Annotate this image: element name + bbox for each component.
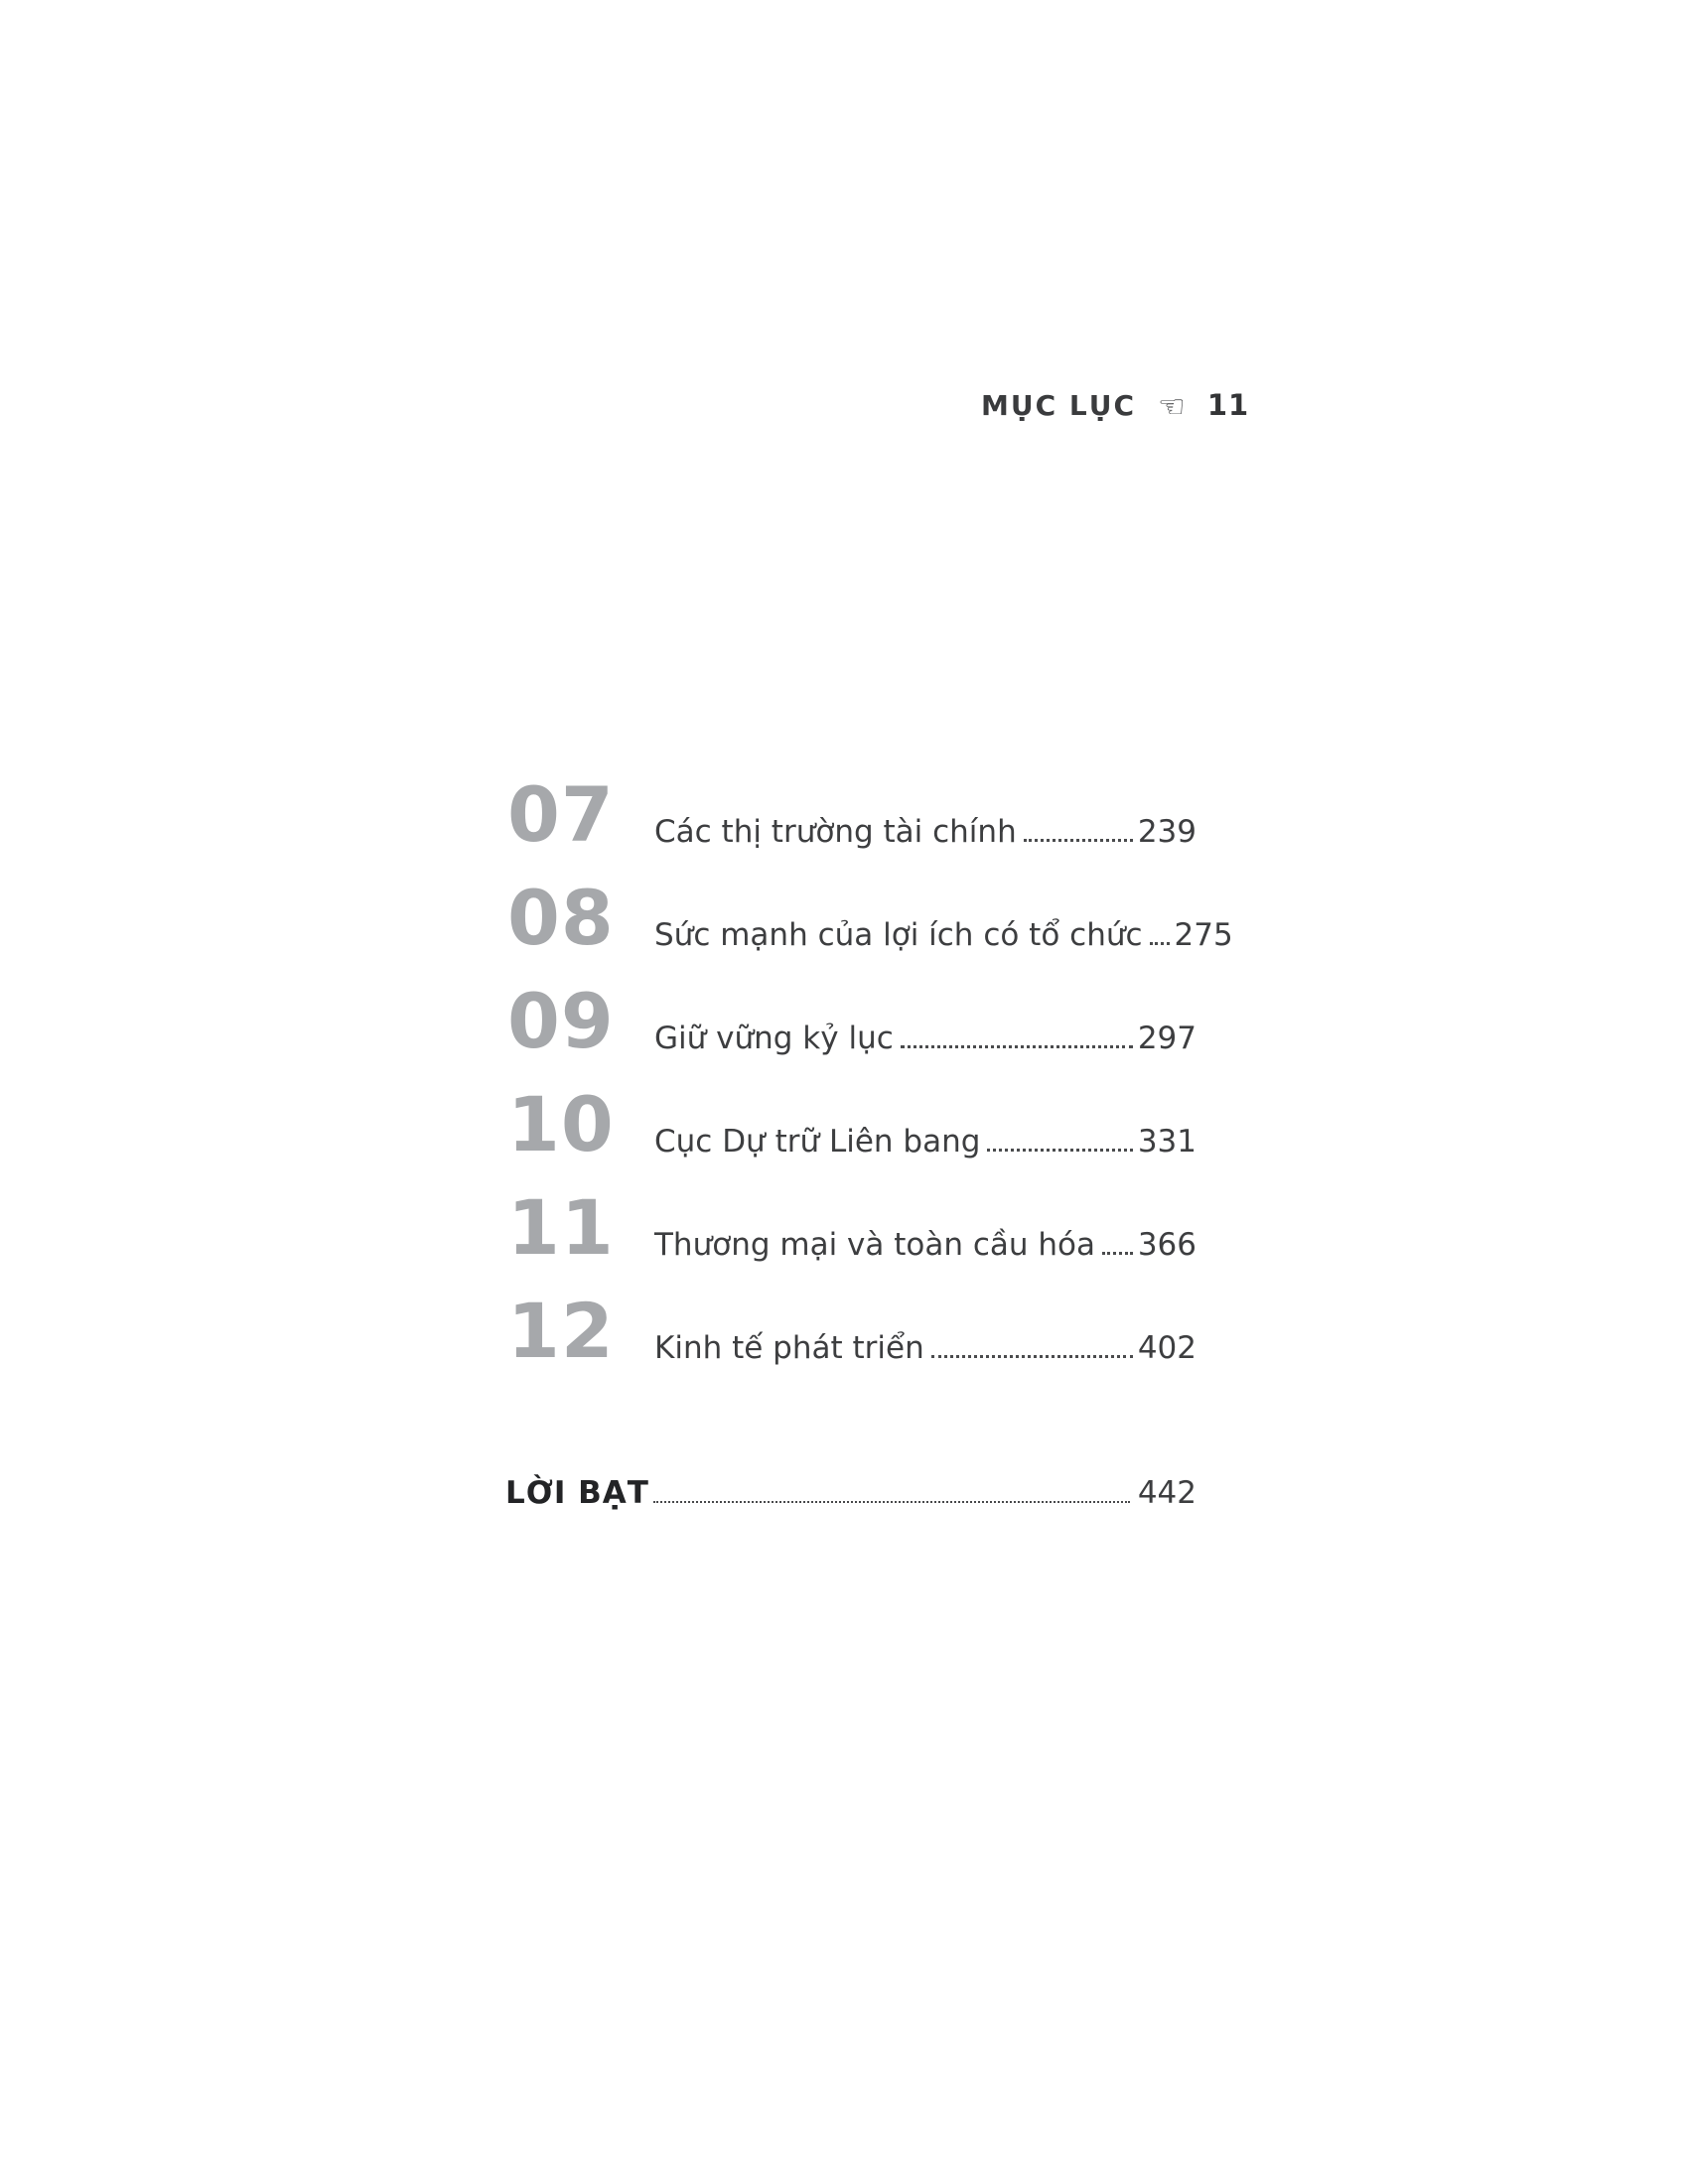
toc-list [507, 770, 1233, 1400]
chapter-number: 10 [507, 1080, 615, 1168]
chapter-number: 12 [507, 1287, 615, 1375]
chapter-number: 07 [507, 770, 615, 859]
running-header [981, 387, 1249, 423]
dot-leader [987, 1149, 1132, 1152]
afterword-entry [505, 1475, 1196, 1511]
toc-entry-line [654, 1124, 1196, 1160]
dot-leader [931, 1355, 1133, 1358]
header-title: MỤC LỤC [981, 389, 1137, 422]
dot-leader [1102, 1252, 1133, 1255]
chapter-number: 09 [507, 977, 615, 1065]
toc-entry-line [654, 1330, 1196, 1366]
header-page-number: 11 [1206, 388, 1250, 422]
afterword-page-number: 442 [1137, 1475, 1196, 1511]
toc-entry-line [654, 814, 1196, 850]
chapter-page-number: 275 [1174, 917, 1233, 953]
toc-entry [507, 1080, 1196, 1193]
toc-entry-line [654, 1227, 1196, 1263]
chapter-page-number: 331 [1137, 1124, 1196, 1160]
afterword-title: LỜI BẠT [505, 1475, 649, 1511]
toc-entry [507, 977, 1196, 1090]
chapter-page-number: 297 [1137, 1021, 1196, 1056]
chapter-number: 08 [507, 874, 615, 962]
toc-entry-line [654, 917, 1233, 953]
chapter-page-number: 366 [1137, 1227, 1196, 1263]
chapter-page-number: 402 [1137, 1330, 1196, 1366]
dot-leader [1150, 942, 1170, 945]
dot-leader [1024, 839, 1133, 842]
dot-leader [901, 1045, 1133, 1048]
chapter-title: Các thị trường tài chính [654, 814, 1017, 850]
chapter-page-number: 239 [1137, 814, 1196, 850]
chapter-title: Sức mạnh của lợi ích có tổ chức [654, 917, 1143, 953]
chapter-title: Kinh tế phát triển [654, 1330, 924, 1366]
toc-entry [507, 770, 1196, 884]
chapter-title: Cục Dự trữ Liên bang [654, 1124, 981, 1160]
toc-entry [507, 1183, 1196, 1297]
toc-entry [507, 874, 1233, 987]
chapter-title: Giữ vững kỷ lục [654, 1021, 894, 1056]
chapter-number: 11 [507, 1183, 615, 1272]
toc-entry [507, 1287, 1196, 1400]
pointing-hand-left-icon: ☜ [1158, 389, 1186, 425]
dot-leader [653, 1501, 1130, 1503]
chapter-title: Thương mại và toàn cầu hóa [654, 1227, 1096, 1263]
toc-entry-line [654, 1021, 1196, 1056]
